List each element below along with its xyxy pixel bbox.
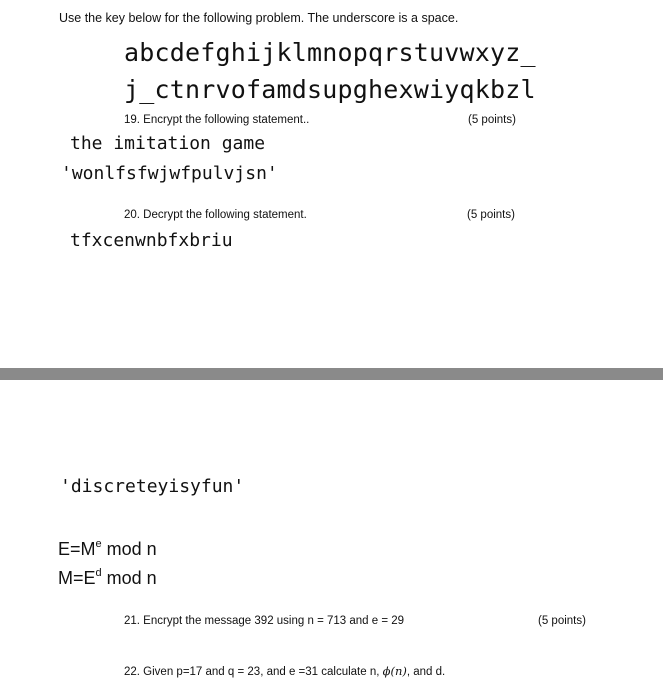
- decryption-formula-exponent: d: [95, 567, 102, 579]
- instructions-text: Use the key below for the following problem. The underscore is a space.: [59, 11, 459, 25]
- decryption-formula: [58, 568, 157, 589]
- question-22-suffix: , and d.: [406, 666, 446, 678]
- question-20-answer: 'discreteyisyfun': [60, 476, 245, 497]
- decryption-formula-tail: mod n: [101, 568, 157, 588]
- question-22-prefix: 22. Given p=17 and q = 23, and e =31 calculate n,: [124, 666, 383, 678]
- phi-symbol: ϕ(n): [382, 664, 407, 678]
- section-divider: [0, 368, 663, 380]
- encryption-formula-base: E=M: [58, 539, 96, 559]
- question-20-statement: tfxcenwnbfxbriu: [70, 230, 233, 251]
- question-19-label: 19. Encrypt the following statement..: [124, 114, 310, 126]
- key-plain-alphabet: abcdefghijklmnopqrstuvwxyz_: [124, 38, 536, 67]
- question-20-label: 20. Decrypt the following statement.: [124, 209, 307, 221]
- encryption-formula: [58, 539, 157, 560]
- key-cipher-alphabet: j_ctnrvofamdsupghexwiyqkbzl: [124, 75, 536, 104]
- question-21-label: 21. Encrypt the message 392 using n = 713 and e = 29: [124, 615, 405, 627]
- encryption-formula-tail: mod n: [101, 539, 157, 559]
- question-22-label: [124, 664, 445, 678]
- question-19-points: (5 points): [468, 114, 516, 126]
- encryption-formula-exponent: e: [95, 538, 102, 550]
- question-19-statement: the imitation game: [70, 133, 266, 154]
- question-20-points: (5 points): [467, 209, 515, 221]
- question-19-answer: 'wonlfsfwjwfpulvjsn': [61, 163, 278, 184]
- decryption-formula-base: M=E: [58, 568, 96, 588]
- question-21-points: (5 points): [538, 615, 586, 627]
